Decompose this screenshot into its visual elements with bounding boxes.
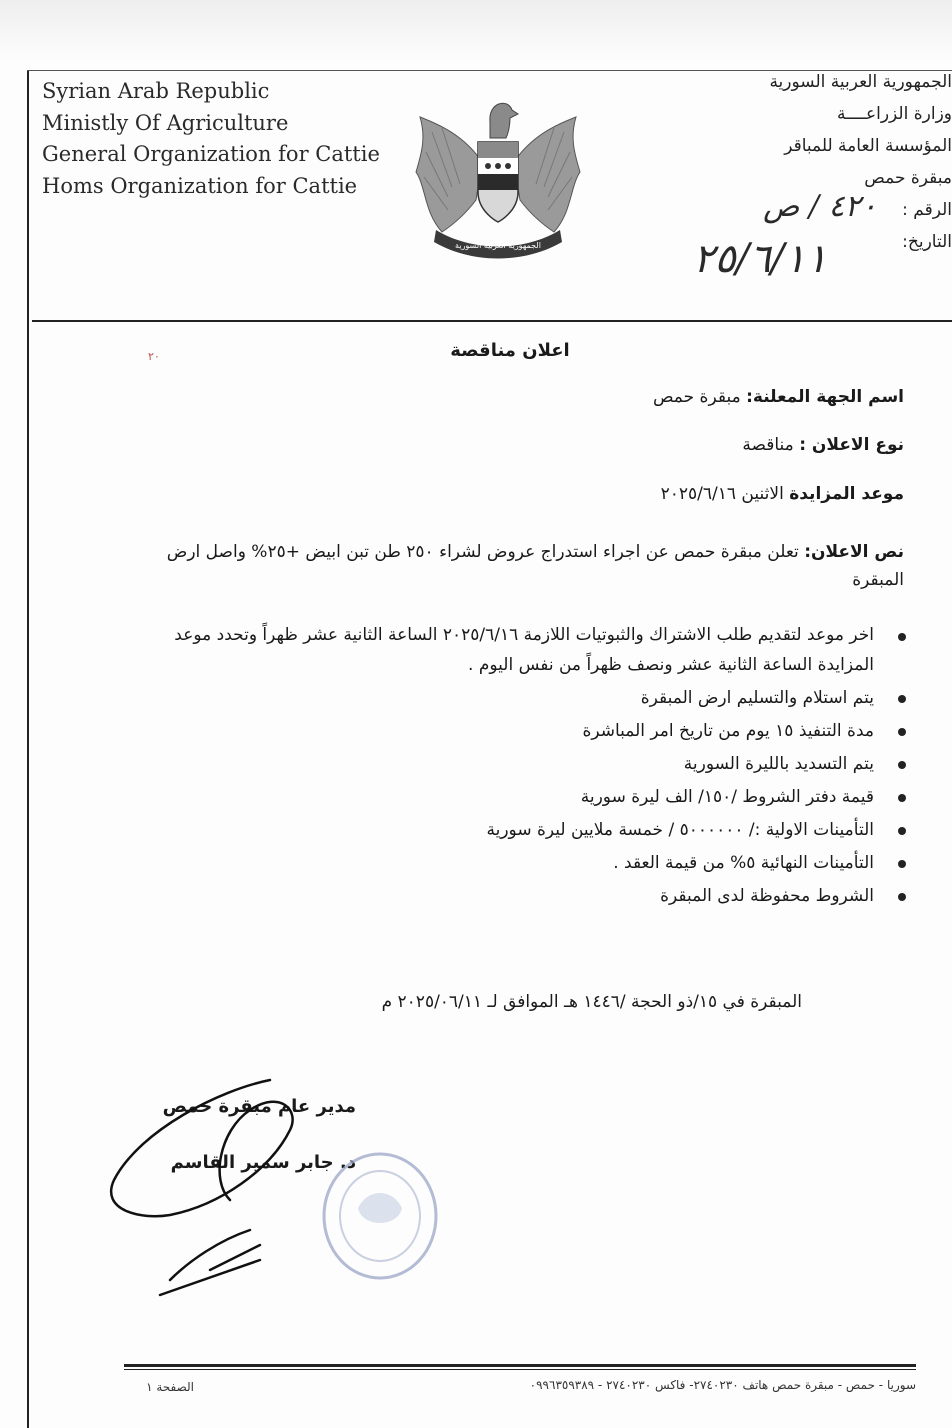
arabic-line-3: المؤسسة العامة للمباقر — [784, 136, 952, 156]
bullet-icon — [898, 728, 906, 736]
advertiser-line — [304, 387, 904, 407]
bullet-icon — [898, 761, 906, 769]
auction-date-value: الاثنين ٢٠٢٥/٦/١٦ — [660, 484, 784, 504]
handwritten-ref-date — [650, 178, 890, 298]
type-value: مناقصة — [742, 435, 794, 455]
announcement-text-label: نص الاعلان: — [804, 542, 904, 562]
list-item: التأمينات النهائية ٥% من قيمة العقد . — [148, 847, 908, 880]
page-number: الصفحة ١ — [146, 1380, 194, 1394]
conditions-list — [148, 620, 908, 913]
page-mark: ٢٠ — [148, 350, 160, 363]
handwritten-date: ٢٥/٦/١١ — [692, 236, 828, 282]
announcement-text-line — [124, 538, 904, 594]
footer-address: سوريا - حمص - مبقرة حمص هاتف ٢٧٤٠٢٣٠- فاكس ٢٧٤٠٢٣٠ - ٠٩٩٦٣٥٩٣٨٩ — [529, 1378, 916, 1392]
english-letterhead — [42, 76, 380, 202]
announcement-title: اعلان مناقصة — [450, 340, 570, 361]
list-item: التأمينات الاولية :/ ٥٠٠٠٠٠٠ / خمسة ملايين ليرة سورية — [148, 814, 908, 847]
list-item: قيمة دفتر الشروط /١٥٠/ الف ليرة سورية — [148, 781, 908, 814]
signatory-name: د. جابر سمير القاسم — [170, 1152, 356, 1173]
emblem-ribbon-text: الجمهورية العربية السورية — [455, 241, 541, 250]
auction-date-label: موعد المزايدة — [789, 484, 904, 504]
advertiser-value: مبقرة حمص — [652, 387, 741, 407]
list-item: الشروط محفوظة لدى المبقرة — [148, 880, 908, 913]
list-item: يتم التسديد بالليرة السورية — [148, 748, 908, 781]
scan-edge — [0, 0, 952, 60]
bullet-icon — [898, 794, 906, 802]
type-label: نوع الاعلان : — [799, 435, 904, 455]
auction-date-line — [304, 484, 904, 504]
list-item: اخر موعد لتقديم طلب الاشتراك والثبوتيات اللازمة ٢٠٢٥/٦/١٦ الساعة الثانية عشر ظهراً وتحدد موعد المزايدة الساعة الثانية عشر ونصف ظهراً من نفس اليوم . — [148, 620, 908, 682]
date-label: التاريخ: — [902, 232, 952, 252]
handwritten-ref-number: ٤٢٠ / ص — [763, 189, 877, 224]
list-item: يتم استلام والتسليم ارض المبقرة — [148, 682, 908, 715]
arabic-line-2: وزارة الزراعــــة — [836, 104, 952, 124]
bullet-icon — [898, 893, 906, 901]
announcement-text-value: تعلن مبقرة حمص عن اجراء استدراج عروض لشراء ٢٥٠ طن تبن ابيض +٢٥% واصل ارض المبقرة — [166, 542, 904, 590]
english-line-3: General Organization for Cattie — [42, 142, 380, 166]
signatory-title: مدير عام مبقرة حمص — [162, 1096, 356, 1117]
frame-left-border — [27, 70, 29, 1428]
header-divider — [32, 320, 952, 322]
footer-divider-thick — [124, 1364, 916, 1367]
ref-number-label: الرقم : — [902, 200, 952, 220]
english-line-1: Syrian Arab Republic — [42, 79, 270, 103]
arabic-line-4: مبقرة حمص — [864, 168, 952, 188]
advertiser-label: اسم الجهة المعلنة: — [746, 387, 904, 407]
english-line-4: Homs Organization for Cattie — [42, 173, 358, 198]
bullet-icon — [898, 633, 906, 641]
bullet-icon — [898, 827, 906, 835]
arabic-line-1: الجمهورية العربية السورية — [769, 72, 952, 92]
official-stamp-icon — [318, 1148, 442, 1284]
bullet-icon — [898, 860, 906, 868]
bullet-icon — [898, 695, 906, 703]
english-line-2: Ministly Of Agriculture — [42, 110, 289, 135]
footer-divider-thin — [124, 1369, 916, 1370]
type-line — [304, 435, 904, 455]
syrian-eagle-emblem-icon — [412, 92, 584, 260]
list-item: مدة التنفيذ ١٥ يوم من تاريخ امر المباشرة — [148, 715, 908, 748]
issue-date-line: المبقرة في ١٥/ذو الحجة /١٤٤٦ هـ الموافق لـ ٢٠٢٥/٠٦/١١ م — [381, 992, 802, 1012]
